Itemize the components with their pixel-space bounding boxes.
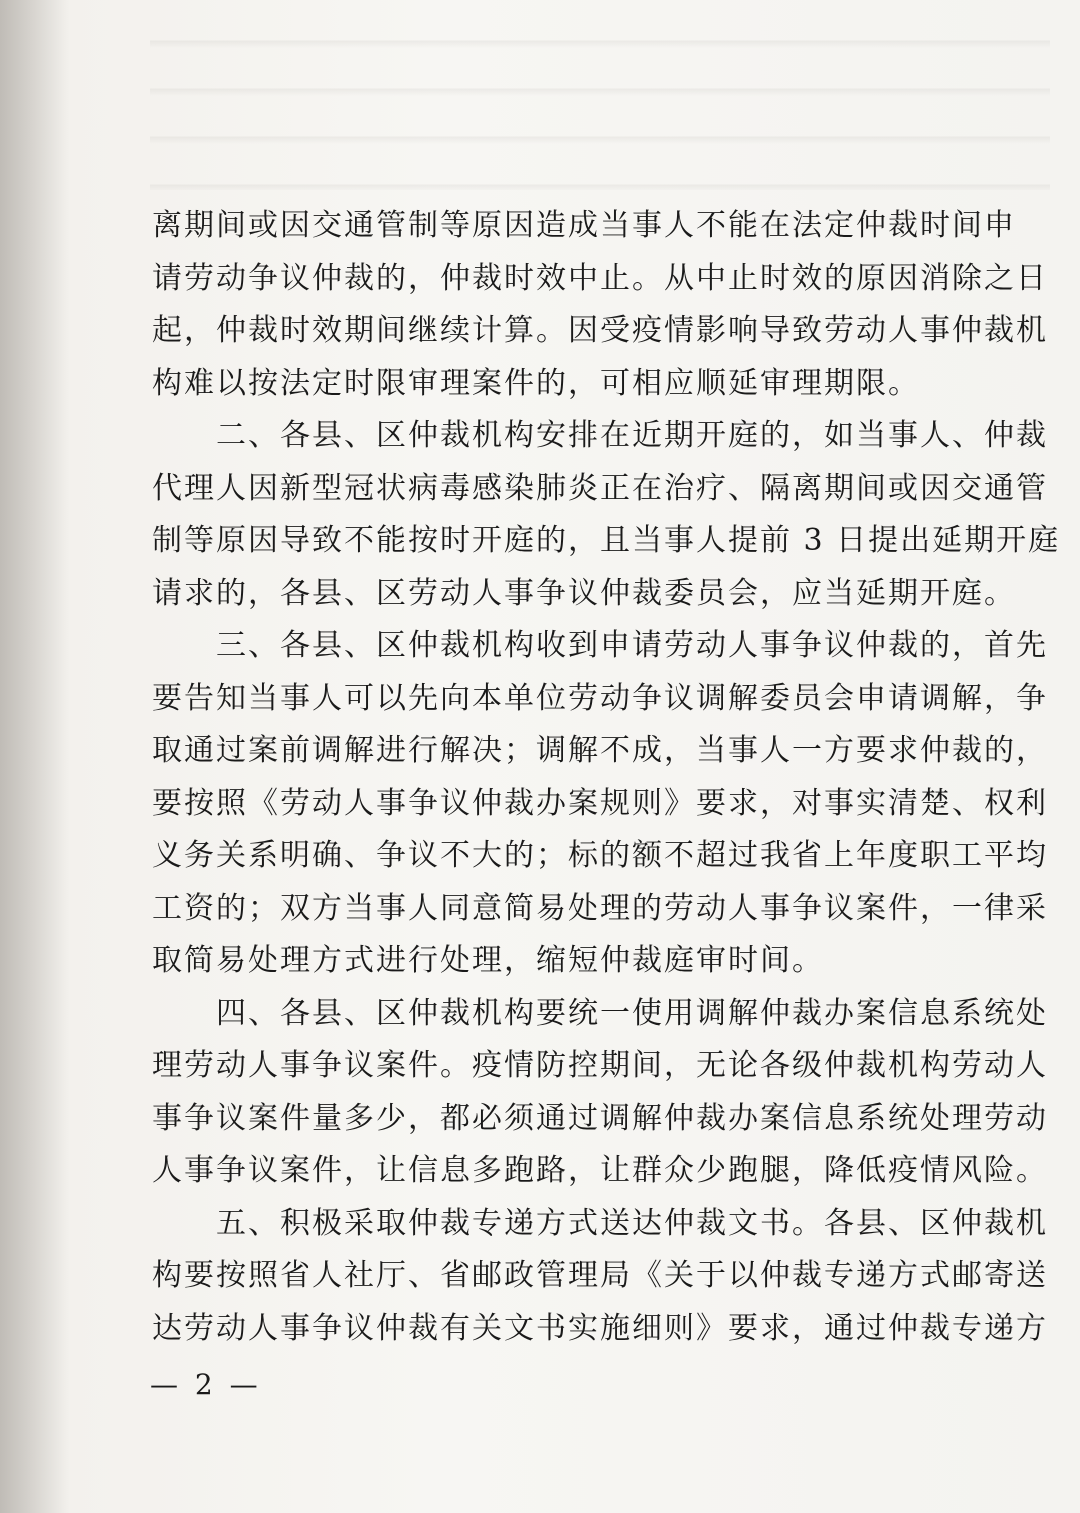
paragraph bbox=[152, 1198, 1048, 1356]
text-line: 取通过案前调解进行解决；调解不成，当事人一方要求仲裁的， bbox=[152, 733, 1048, 768]
text-line: 事争议案件量多少，都必须通过调解仲裁办案信息系统处理劳动 bbox=[152, 1100, 1048, 1136]
text-line: 取简易处理方式进行处理，缩短仲裁庭审时间。 bbox=[152, 943, 824, 978]
document-body bbox=[152, 200, 1061, 1355]
text-line: 人事争议案件，让信息多跑路，让群众少跑腿，降低疫情风险。 bbox=[152, 1153, 1048, 1188]
text-line: 请求的，各县、区劳动人事争议仲裁委员会，应当延期开庭。 bbox=[152, 575, 1016, 611]
text-line: 达劳动人事争议仲裁有关文书实施细则》要求，通过仲裁专递方 bbox=[152, 1310, 1048, 1346]
paragraph bbox=[152, 410, 1061, 620]
text-line: 代理人因新型冠状病毒感染肺炎正在治疗、隔离期间或因交通管 bbox=[152, 470, 1048, 506]
paragraph bbox=[152, 620, 1048, 988]
text-line: 要告知当事人可以先向本单位劳动争议调解委员会申请调解，争 bbox=[152, 680, 1048, 716]
text-line: 五、积极采取仲裁专递方式送达仲裁文书。各县、区仲裁机 bbox=[152, 1205, 1048, 1241]
text-line: 工资的；双方当事人同意简易处理的劳动人事争议案件，一律采 bbox=[152, 890, 1048, 926]
paragraph bbox=[152, 988, 1048, 1198]
text-line: 三、各县、区仲裁机构收到申请劳动人事争议仲裁的，首先 bbox=[152, 628, 1048, 663]
text-line: 四、各县、区仲裁机构要统一使用调解仲裁办案信息系统处 bbox=[152, 995, 1048, 1031]
text-line: 理劳动人事争议案件。疫情防控期间，无论各级仲裁机构劳动人 bbox=[152, 1048, 1048, 1083]
text-line: 构要按照省人社厅、省邮政管理局《关于以仲裁专递方式邮寄送 bbox=[152, 1258, 1048, 1293]
bleed-through-area bbox=[150, 0, 1050, 190]
paragraph bbox=[152, 200, 1048, 410]
text-line: 构难以按法定时限审理案件的，可相应顺延审理期限。 bbox=[152, 365, 920, 401]
text-line: 起，仲裁时效期间继续计算。因受疫情影响导致劳动人事仲裁机 bbox=[152, 313, 1048, 348]
page-number: — 2 — bbox=[150, 1368, 262, 1401]
text-line: 要按照《劳动人事争议仲裁办案规则》要求，对事实清楚、权利 bbox=[152, 785, 1048, 821]
scan-edge-shadow bbox=[0, 0, 70, 1513]
text-line: 制等原因导致不能按时开庭的，且当事人提前 3 日提出延期开庭 bbox=[152, 523, 1061, 558]
text-line: 义务关系明确、争议不大的；标的额不超过我省上年度职工平均 bbox=[152, 838, 1048, 873]
text-line: 请劳动争议仲裁的，仲裁时效中止。从中止时效的原因消除之日 bbox=[152, 260, 1048, 296]
text-line: 离期间或因交通管制等原因造成当事人不能在法定仲裁时间申 bbox=[152, 208, 1016, 243]
text-line: 二、各县、区仲裁机构安排在近期开庭的，如当事人、仲裁 bbox=[152, 418, 1048, 453]
